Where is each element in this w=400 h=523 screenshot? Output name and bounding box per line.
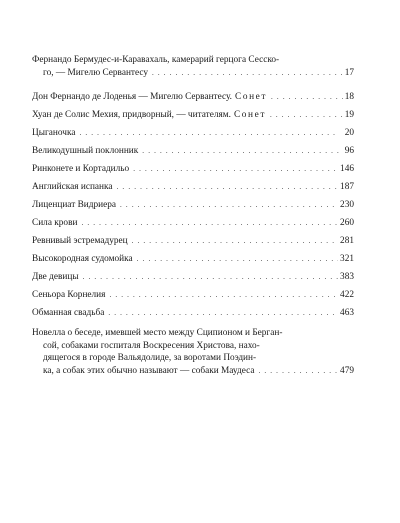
leader-dots — [142, 145, 342, 158]
leader-dots — [258, 365, 338, 378]
leader-dots — [132, 235, 338, 248]
toc-entry — [32, 127, 354, 140]
toc-entry — [32, 289, 354, 302]
leader-dots — [81, 217, 338, 230]
leader-dots — [270, 109, 343, 122]
toc-page-number: 383 — [340, 272, 354, 282]
toc-entry-title: Сила крови — [32, 218, 78, 228]
toc-entry-title: Обманная свадьба — [32, 308, 105, 318]
toc-page-number: 321 — [340, 254, 354, 264]
toc-page-number: 18 — [344, 92, 354, 102]
toc-entry-title: Дон Фернандо де Лоденья — Мигелю Сервантесу. — [32, 92, 233, 102]
toc-entry — [32, 217, 354, 230]
toc-page-number: 230 — [340, 200, 354, 210]
toc-entry-title: Две девицы — [32, 272, 79, 282]
toc-entry-title: Ринконете и Кортадильо — [32, 164, 130, 174]
toc-page-number: 146 — [340, 164, 354, 174]
toc-entry — [32, 109, 354, 122]
leader-dots — [137, 253, 338, 266]
leader-dots — [117, 181, 339, 194]
leader-dots — [152, 67, 342, 80]
toc-entry — [32, 91, 354, 104]
toc-entry — [32, 163, 354, 176]
leader-dots — [108, 307, 338, 320]
toc-entry — [32, 181, 354, 194]
toc-entry — [32, 199, 354, 212]
toc-entry — [32, 145, 354, 158]
toc-entry-title-line: Фернандо Бермудес-и-Каравахаль, камерарий герцога Сесско- — [32, 55, 280, 65]
toc-entry — [32, 327, 354, 377]
leader-dots — [271, 91, 343, 104]
toc-entry — [32, 307, 354, 320]
toc-entry-title: Английская испанка — [32, 182, 113, 192]
toc-page-number: 19 — [344, 110, 354, 120]
leader-dots — [133, 163, 338, 176]
toc-page-number: 281 — [340, 236, 354, 246]
toc-page-number: 187 — [340, 182, 354, 192]
toc-entry-title: Сеньора Корнелия — [32, 290, 106, 300]
toc-entry-title: Хуан де Солис Мехия, придворный, — читателям. — [32, 110, 231, 120]
toc-entry-title: Лиценциат Видриера — [32, 200, 117, 210]
leader-dots — [109, 289, 338, 302]
toc-entry-suffix: Сонет — [233, 110, 266, 120]
toc-page-number: 479 — [340, 365, 354, 376]
toc-page-number: 17 — [344, 67, 354, 78]
toc-entry-title-line: го, — Мигелю Сервантесу — [43, 67, 148, 78]
toc-entry-suffix: Сонет — [235, 92, 268, 102]
toc-entry-title: Ревнивый эстремадурец — [32, 236, 128, 246]
leader-dots — [120, 199, 338, 212]
toc-page-number: 20 — [344, 128, 354, 138]
leader-dots — [79, 127, 338, 140]
toc-page-number: 463 — [340, 308, 354, 318]
toc-entry — [32, 235, 354, 248]
toc-page-number: 260 — [340, 218, 354, 228]
toc-page-number: 96 — [344, 146, 354, 156]
toc-entry-title-line: дящегося в городе Вальядолиде, за воротами Поэдин- — [43, 353, 257, 364]
toc-entry — [32, 54, 354, 79]
toc-entry-title: Высокородная судомойка — [32, 254, 133, 264]
toc-entry-title: Великодушный поклонник — [32, 146, 139, 156]
toc-entry — [32, 253, 354, 266]
leader-dots — [83, 271, 338, 284]
toc-entry-title: Цыганочка — [32, 128, 76, 138]
toc-entry-title-line: ка, а собак этих обычно называют — собаки Маудеса — [43, 365, 255, 376]
toc-entry — [32, 271, 354, 284]
toc-entry-title-line: Новелла о беседе, имевшей место между Сципионом и Берган- — [32, 328, 283, 338]
toc-page-number: 422 — [340, 290, 354, 300]
toc-entry-title-line: сой, собаками госпиталя Воскресения Христова, нахо- — [43, 340, 260, 351]
